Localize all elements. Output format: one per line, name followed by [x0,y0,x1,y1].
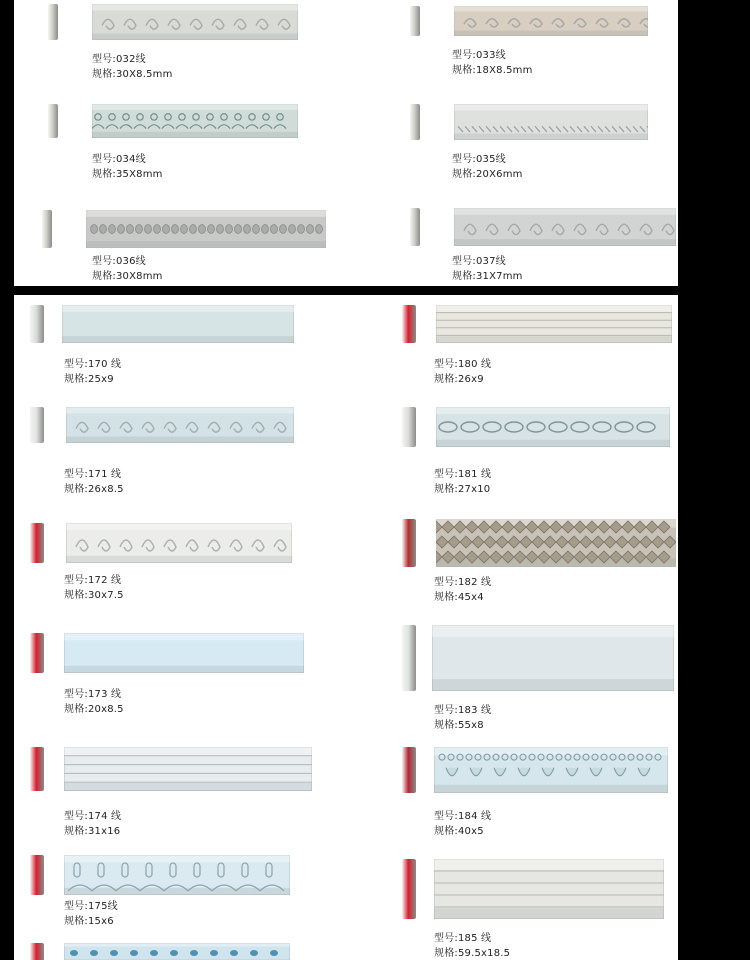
molding-profile-image [402,625,416,691]
size-spec: 规格:26x9 [434,374,484,385]
size-spec: 规格:20X6mm [452,169,523,180]
molding-strip-image [66,407,294,447]
size-spec: 规格:18X8.5mm [452,65,533,76]
size-spec: 规格:40x5 [434,826,484,837]
model-number: 型号:183 线 [434,705,492,716]
molding-profile-image [30,747,44,791]
product-label [92,254,163,284]
size-spec: 规格:26x8.5 [64,484,124,495]
molding-strip-image [434,747,668,797]
molding-profile-image [402,747,416,793]
product-label [434,809,491,839]
product-label [434,703,491,733]
product-label [64,357,121,387]
molding-profile-image [48,104,58,138]
product-label [434,357,491,387]
product-label [64,687,124,717]
molding-strip-image [432,625,674,695]
model-number: 型号:037线 [452,256,506,267]
molding-profile-image [402,407,416,447]
model-number: 型号:035线 [452,154,506,165]
size-spec: 规格:45x4 [434,592,484,603]
product-label [452,254,523,284]
model-number: 型号:182 线 [434,577,492,588]
model-number: 型号:175线 [64,901,118,912]
molding-profile-image [402,519,416,567]
product-label [64,573,124,603]
molding-profile-image [30,305,44,343]
model-number: 型号:032线 [92,54,146,65]
molding-profile-image [410,6,420,36]
molding-strip-image [64,855,290,899]
size-spec: 规格:20x8.5 [64,704,124,715]
size-spec: 规格:31x16 [64,826,121,837]
model-number: 型号:184 线 [434,811,492,822]
molding-profile-image [410,208,420,246]
product-label [64,809,121,839]
product-label [64,899,118,929]
molding-strip-image [92,4,298,44]
model-number: 型号:181 线 [434,469,492,480]
product-label [64,467,124,497]
size-spec: 规格:59.5x18.5 [434,948,511,959]
molding-strip-image [66,523,292,567]
size-spec: 规格:30X8mm [92,271,163,282]
model-number: 型号:180 线 [434,359,492,370]
model-number: 型号:034线 [92,154,146,165]
product-label [92,52,173,82]
molding-profile-image [402,305,416,343]
molding-strip-image [436,407,670,451]
model-number: 型号:185 线 [434,933,492,944]
molding-strip-image [64,633,304,677]
molding-strip-image [64,943,290,960]
size-spec: 规格:30X8.5mm [92,69,173,80]
molding-profile-image [30,407,44,443]
molding-strip-image [436,519,676,571]
molding-profile-image [402,859,416,919]
model-number: 型号:171 线 [64,469,122,480]
catalog-panel-bottom [14,295,678,960]
size-spec: 规格:25x9 [64,374,114,385]
product-label [92,152,163,182]
model-number: 型号:174 线 [64,811,122,822]
molding-strip-image [62,305,294,347]
product-label [434,575,491,605]
model-number: 型号:170 线 [64,359,122,370]
molding-strip-image [454,104,648,144]
size-spec: 规格:35X8mm [92,169,163,180]
molding-strip-image [454,208,676,250]
molding-profile-image [30,943,44,960]
size-spec: 规格:15x6 [64,916,114,927]
molding-profile-image [30,523,44,563]
product-label [434,931,510,960]
product-label [434,467,491,497]
model-number: 型号:033线 [452,50,506,61]
molding-strip-image [86,210,326,252]
size-spec: 规格:55x8 [434,720,484,731]
molding-profile-image [410,104,420,140]
molding-profile-image [42,210,52,248]
product-label [452,48,533,78]
model-number: 型号:172 线 [64,575,122,586]
size-spec: 规格:27x10 [434,484,491,495]
molding-strip-image [454,6,648,40]
model-number: 型号:036线 [92,256,146,267]
size-spec: 规格:30x7.5 [64,590,124,601]
molding-profile-image [30,633,44,673]
molding-profile-image [48,4,58,40]
molding-strip-image [64,747,312,795]
molding-strip-image [92,104,298,142]
molding-strip-image [434,859,664,923]
molding-profile-image [30,855,44,895]
catalog-panel-top [14,0,678,286]
size-spec: 规格:31X7mm [452,271,523,282]
molding-strip-image [436,305,672,347]
model-number: 型号:173 线 [64,689,122,700]
product-label [452,152,523,182]
